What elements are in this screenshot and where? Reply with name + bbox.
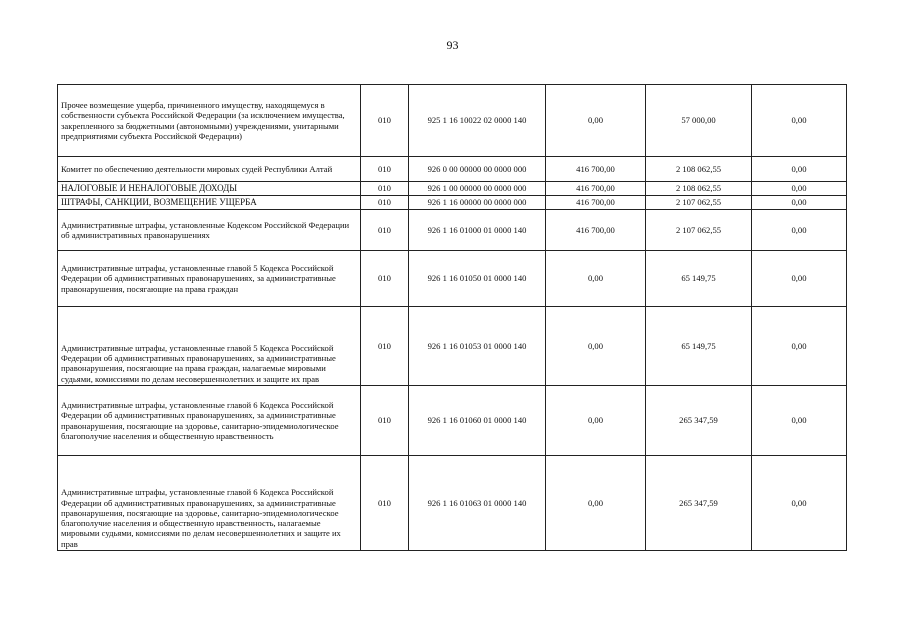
row-amount-2: 2 107 062,55 [646,210,752,251]
row-description: Административные штрафы, установленные главой 6 Кодекса Российской Федерации об административных правонарушениях, за административные правонарушения, посягающие на здоровье, санитарно-эпидемиологическое благополучие населения и общественную нравственность, налагаемые мировыми судьями, комиссиями по делам несовершеннолетних и защите их прав [58,456,361,551]
row-description: Прочее возмещение ущерба, причиненного имуществу, находящемуся в собственности субъекта Российской Федерации (за исключением имущества, закрепленного за бюджетными (автономными) учреждениями, унитарными предприятиями субъекта Российской Федерации) [58,85,361,157]
row-amount-3: 0,00 [752,196,847,210]
row-line-code: 010 [361,210,409,251]
row-amount-2: 2 108 062,55 [646,182,752,196]
row-budget-code: 925 1 16 10022 02 0000 140 [409,85,546,157]
row-line-code: 010 [361,182,409,196]
row-budget-code: 926 0 00 00000 00 0000 000 [409,157,546,182]
row-amount-1: 416 700,00 [546,210,646,251]
row-amount-1: 0,00 [546,251,646,307]
row-amount-2: 2 108 062,55 [646,157,752,182]
row-amount-3: 0,00 [752,182,847,196]
row-amount-1: 0,00 [546,456,646,551]
page-number: 93 [446,38,459,52]
row-amount-2: 265 347,59 [646,456,752,551]
row-amount-3: 0,00 [752,251,847,307]
row-amount-1: 416 700,00 [546,182,646,196]
row-description: Комитет по обеспечению деятельности мировых судей Республики Алтай [58,157,361,182]
row-amount-3: 0,00 [752,456,847,551]
row-amount-1: 416 700,00 [546,157,646,182]
row-amount-3: 0,00 [752,307,847,386]
table-row [58,456,847,551]
row-amount-3: 0,00 [752,85,847,157]
row-amount-1: 0,00 [546,307,646,386]
row-budget-code: 926 1 16 01053 01 0000 140 [409,307,546,386]
row-description: Административные штрафы, установленные главой 5 Кодекса Российской Федерации об административных правонарушениях, за административные правонарушения, посягающие на права граждан [58,251,361,307]
row-line-code: 010 [361,307,409,386]
row-budget-code: 926 1 16 01063 01 0000 140 [409,456,546,551]
row-amount-1: 416 700,00 [546,196,646,210]
row-amount-3: 0,00 [752,210,847,251]
row-line-code: 010 [361,456,409,551]
row-line-code: 010 [361,196,409,210]
table-row [58,386,847,456]
table-row [58,251,847,307]
row-amount-2: 65 149,75 [646,307,752,386]
row-line-code: 010 [361,251,409,307]
row-line-code: 010 [361,386,409,456]
table-row [58,210,847,251]
row-amount-2: 57 000,00 [646,85,752,157]
row-budget-code: 926 1 16 01050 01 0000 140 [409,251,546,307]
table-row [58,307,847,386]
row-description: Административные штрафы, установленные главой 5 Кодекса Российской Федерации об административных правонарушениях, за административные правонарушения, посягающие на права граждан, налагаемые мировыми судьями, комиссиями по делам несовершеннолетних и защите их прав [58,307,361,386]
row-line-code: 010 [361,157,409,182]
row-description: НАЛОГОВЫЕ И НЕНАЛОГОВЫЕ ДОХОДЫ [58,182,361,196]
row-amount-2: 265 347,59 [646,386,752,456]
row-description: Административные штрафы, установленные Кодексом Российской Федерации об административных правонарушениях [58,210,361,251]
row-amount-1: 0,00 [546,85,646,157]
row-amount-3: 0,00 [752,157,847,182]
row-budget-code: 926 1 16 01000 01 0000 140 [409,210,546,251]
table-row [58,157,847,182]
row-budget-code: 926 1 16 00000 00 0000 000 [409,196,546,210]
table-row [58,196,847,210]
row-budget-code: 926 1 16 01060 01 0000 140 [409,386,546,456]
row-amount-2: 65 149,75 [646,251,752,307]
income-report-table [57,84,847,551]
table-row [58,85,847,157]
row-amount-2: 2 107 062,55 [646,196,752,210]
row-amount-3: 0,00 [752,386,847,456]
row-description: ШТРАФЫ, САНКЦИИ, ВОЗМЕЩЕНИЕ УЩЕРБА [58,196,361,210]
table-row [58,182,847,196]
row-description: Административные штрафы, установленные главой 6 Кодекса Российской Федерации об административных правонарушениях, за административные правонарушения, посягающие на здоровье, санитарно-эпидемиологическое благополучие населения и общественную нравственность [58,386,361,456]
row-amount-1: 0,00 [546,386,646,456]
row-line-code: 010 [361,85,409,157]
row-budget-code: 926 1 00 00000 00 0000 000 [409,182,546,196]
